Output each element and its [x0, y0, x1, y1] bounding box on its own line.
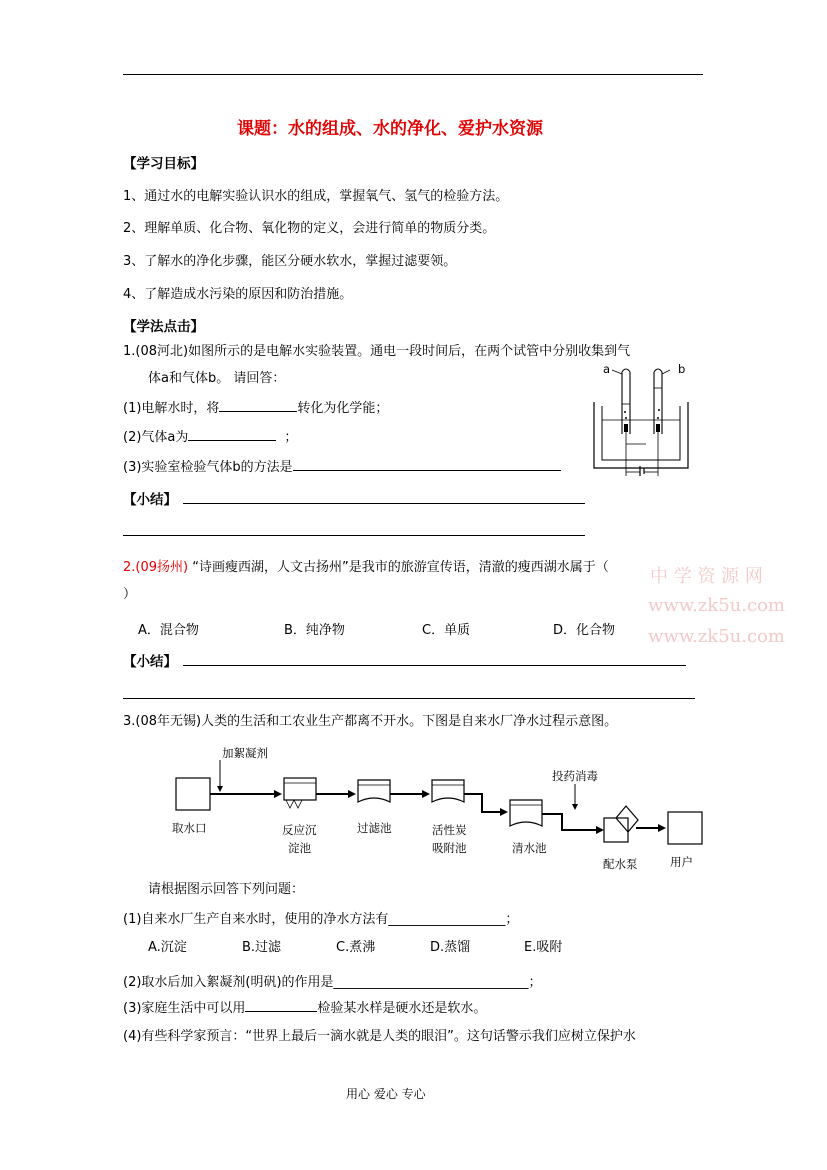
objective-item: 2、理解单质、化合物、氧化物的定义，会进行简单的物质分类。: [123, 221, 496, 236]
summary-label: 【小结】: [123, 654, 177, 670]
q1-line2: 体a和气体b。 请回答：: [148, 371, 286, 386]
summary-line[interactable]: [123, 698, 695, 699]
summary-line[interactable]: [183, 503, 585, 504]
reaction-tank-label: 淀池: [288, 841, 311, 855]
filter-tank-label: 过滤池: [357, 821, 392, 835]
objective-item: 3、了解水的净化步骤，能区分硬水软水，掌握过滤要领。: [123, 254, 457, 269]
q3-part1: (1)自来水厂生产自来水时，使用的净水方法有__________________；: [123, 912, 519, 927]
q2-option-b[interactable]: B．纯净物: [284, 623, 345, 638]
q1-part3-text: (3)实验室检验气体b的方法是: [123, 460, 293, 475]
reaction-tank-label: 反应沉: [282, 823, 317, 837]
q3-part3-tail: 检验某水样是硬水还是软水。: [317, 1001, 487, 1016]
page-title: 课题：水的组成、水的净化、爱护水资源: [237, 119, 543, 139]
intake-label: 取水口: [172, 821, 207, 835]
header-rule: [123, 74, 703, 75]
add-disinfectant-label: 投药消毒: [552, 769, 598, 783]
q1-part3: [123, 456, 561, 475]
q1-part1-text: (1)电解水时，将: [123, 401, 220, 416]
q1-part2-tail: ；: [284, 430, 298, 445]
q1-part1-tail: 转化为化学能；: [297, 401, 389, 416]
q2-line: [123, 556, 609, 575]
q1-part1: [123, 397, 388, 416]
watermark-line1: 中 学 资 源 网: [650, 566, 763, 587]
carbon-tank-label: 活性炭: [432, 823, 467, 837]
q2-number: 2.: [123, 560, 136, 575]
pump-label: 配水泵: [603, 857, 638, 871]
q3-option-d[interactable]: D.蒸馏: [430, 940, 471, 955]
carbon-tank-label: 吸附池: [432, 841, 467, 855]
q3-part3-blank[interactable]: [245, 997, 317, 1012]
q2-source: (09扬州): [135, 560, 189, 575]
q2-option-a[interactable]: A．混合物: [138, 623, 199, 638]
q3-option-a[interactable]: A.沉淀: [148, 940, 187, 955]
q2-option-c[interactable]: C．单质: [422, 623, 471, 638]
summary-line[interactable]: [183, 665, 686, 666]
objective-item: 4、了解造成水污染的原因和防治措施。: [123, 287, 353, 302]
q1-part2-text: (2)气体a为: [123, 430, 189, 445]
page-footer: 用心 爱心 专心: [346, 1087, 426, 1101]
watermark-line3: www.zk5u.com: [648, 626, 785, 647]
tips-heading: 【学法点击】: [123, 319, 204, 335]
q1-part2: [123, 426, 297, 445]
q3-option-e[interactable]: E.吸附: [524, 940, 563, 955]
q3-part2: (2)取水后加入絮凝剂(明矾)的作用是______________________________；: [123, 975, 542, 990]
q1-part3-blank[interactable]: [293, 456, 561, 471]
q3-option-c[interactable]: C.煮沸: [336, 940, 376, 955]
q1-line1: 1.(08河北)如图所示的是电解水实验装置。通电一段时间后，在两个试管中分别收集到气: [123, 344, 631, 359]
q3-part3-text: (3)家庭生活中可以用: [123, 1001, 246, 1016]
q1-part2-blank[interactable]: [188, 426, 276, 441]
q3-intro: 3.(08年无锡)人类的生活和工农业生产都离不开水。下图是自来水厂净水过程示意图。: [123, 714, 618, 729]
summary-line[interactable]: [123, 535, 585, 536]
tube-b-label: b: [678, 362, 686, 376]
q2-option-d[interactable]: D．化合物: [553, 623, 616, 638]
q3-part4: (4)有些科学家预言：“世界上最后一滴水就是人类的眼泪”。这句话警示我们应树立保护水: [123, 1029, 636, 1044]
add-coagulant-label: 加絮凝剂: [222, 746, 268, 760]
q2-close-paren: ）: [123, 587, 137, 602]
q1-part1-blank[interactable]: [219, 397, 297, 412]
objectives-heading: 【学习目标】: [123, 156, 204, 172]
watermark-line2: www.zk5u.com: [648, 595, 785, 616]
q3-part3: [123, 997, 486, 1016]
electrolysis-apparatus: [590, 362, 700, 477]
q3-option-b[interactable]: B.过滤: [242, 940, 282, 955]
summary-label: 【小结】: [123, 492, 177, 508]
user-label: 用户: [670, 855, 693, 869]
q2-text: “诗画瘦西湖，人文古扬州”是我市的旅游宣传语，清澈的瘦西湖水属于（: [188, 560, 609, 575]
q3-prompt: 请根据图示回答下列问题：: [148, 882, 305, 897]
objective-item: 1、通过水的电解实验认识水的组成，掌握氧气、氢气的检验方法。: [123, 189, 509, 204]
tube-a-label: a: [603, 362, 611, 376]
clear-tank-label: 清水池: [512, 841, 547, 855]
